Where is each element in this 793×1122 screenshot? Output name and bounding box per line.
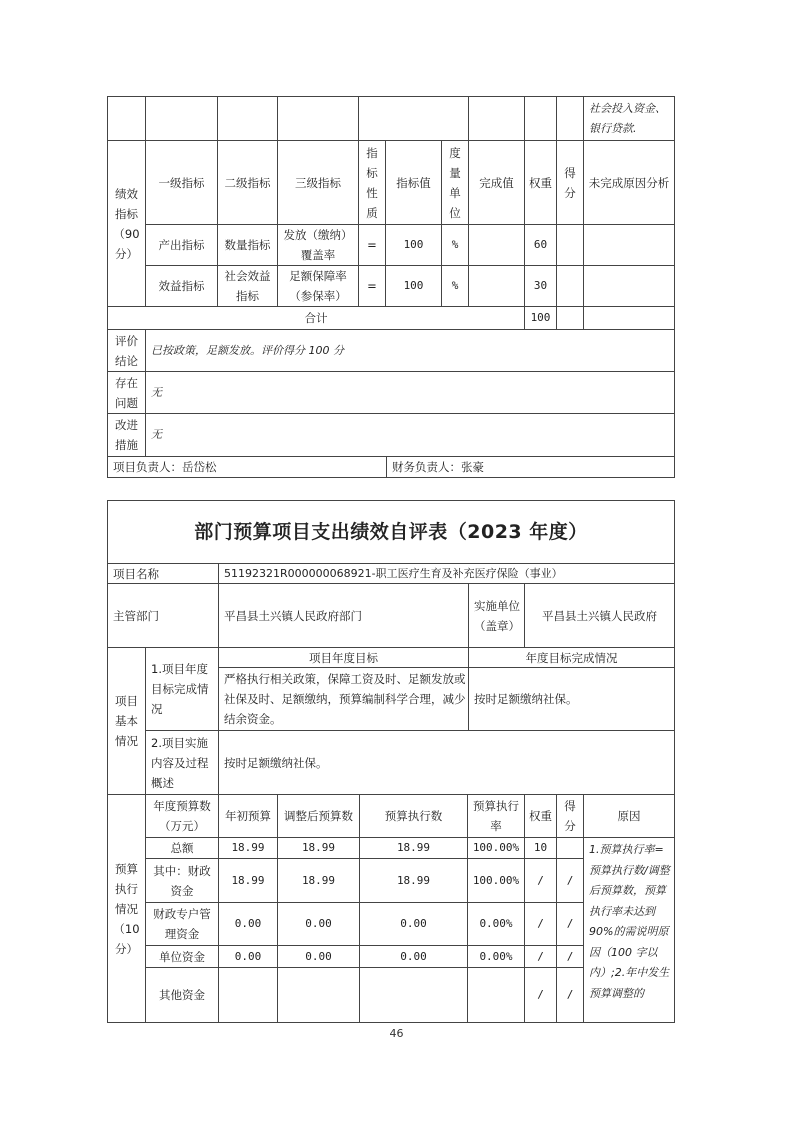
form-title: 部门预算项目支出绩效自评表（2023 年度） <box>107 500 675 564</box>
budget-row-adjusted: 0.00 <box>277 945 360 968</box>
row2-target: 100 <box>385 265 442 307</box>
row1-score <box>556 224 584 266</box>
header-unit: 度量单位 <box>441 140 469 225</box>
budget-row-category: 其他资金 <box>145 967 219 1023</box>
budget-row-category: 总额 <box>145 837 219 859</box>
row2-nature: = <box>358 265 386 307</box>
row1-unit: % <box>441 224 469 266</box>
header-level1: 一级指标 <box>145 140 218 225</box>
budget-row-rate: 100.00% <box>467 858 525 903</box>
improve-text: 无 <box>145 413 675 457</box>
budget-header-executed: 预算执行数 <box>359 794 468 838</box>
row1-level3: 发放（缴纳）覆盖率 <box>277 224 359 266</box>
row2-level2: 社会效益指标 <box>217 265 278 307</box>
cell-empty <box>358 96 469 141</box>
budget-row-executed: 0.00 <box>359 945 468 968</box>
cell-empty <box>145 96 218 141</box>
budget-row-weight: / <box>524 902 557 946</box>
header-reason: 未完成原因分析 <box>583 140 675 225</box>
header-weight: 权重 <box>524 140 557 225</box>
row1-reason <box>583 224 675 266</box>
budget-label: 预算执行情况（10分） <box>107 794 146 1023</box>
page-number: 46 <box>389 1027 404 1040</box>
budget-row-initial: 0.00 <box>218 945 278 968</box>
funding-note: 社会投入资金、银行贷款. <box>583 96 675 141</box>
impl-desc-text: 按时足额缴纳社保。 <box>218 730 675 795</box>
budget-row-rate: 100.00% <box>467 837 525 859</box>
budget-row-adjusted <box>277 967 360 1023</box>
row2-unit: % <box>441 265 469 307</box>
total-score <box>556 306 584 330</box>
budget-header-reason: 原因 <box>583 794 675 838</box>
row2-level3: 足额保障率（参保率） <box>277 265 359 307</box>
conclusion-text: 已按政策，足额发放。评价得分 100 分 <box>145 329 675 372</box>
budget-row-category: 财政专户管理资金 <box>145 902 219 946</box>
problems-label: 存在问题 <box>107 371 146 414</box>
budget-row-score: / <box>556 858 584 903</box>
row1-target: 100 <box>385 224 442 266</box>
total-label: 合计 <box>107 306 525 330</box>
budget-header-rate: 预算执行率 <box>467 794 525 838</box>
budget-header-initial: 年初预算 <box>218 794 278 838</box>
budget-row-score: / <box>556 945 584 968</box>
header-nature: 指标性质 <box>358 140 386 225</box>
dept-label: 主管部门 <box>107 583 219 648</box>
budget-header-weight: 权重 <box>524 794 557 838</box>
budget-row-weight: / <box>524 945 557 968</box>
budget-row-weight: / <box>524 967 557 1023</box>
row1-level2: 数量指标 <box>217 224 278 266</box>
project-name-label: 项目名称 <box>107 563 219 584</box>
impl-value: 平昌县土兴镇人民政府 <box>524 583 675 648</box>
dept-value: 平昌县土兴镇人民政府部门 <box>218 583 469 648</box>
header-actual: 完成值 <box>468 140 525 225</box>
budget-row-category: 其中：财政资金 <box>145 858 219 903</box>
budget-row-score: / <box>556 902 584 946</box>
cell-empty <box>524 96 557 141</box>
problems-text: 无 <box>145 371 675 414</box>
goal-text: 严格执行相关政策，保障工资及时、足额发放或社保及时、足额缴纳，预算编制科学合理，减少结余资金。 <box>218 667 469 731</box>
finance-lead: 财务负责人：张豪 <box>386 456 675 478</box>
budget-row-score: / <box>556 967 584 1023</box>
budget-row-adjusted: 0.00 <box>277 902 360 946</box>
impl-label: 实施单位（盖章） <box>468 583 525 648</box>
done-column-header: 年度目标完成情况 <box>468 647 675 668</box>
budget-row-initial: 0.00 <box>218 902 278 946</box>
budget-row-score <box>556 837 584 859</box>
cell-empty <box>277 96 359 141</box>
budget-row-executed: 18.99 <box>359 837 468 859</box>
budget-row-weight: / <box>524 858 557 903</box>
total-reason <box>583 306 675 330</box>
header-score: 得分 <box>556 140 584 225</box>
budget-reason-text: 1.预算执行率=预算执行数/调整后预算数，预算执行率未达到 90%的需说明原因（100 字以内）;2.年中发生预算调整的 <box>583 837 675 1023</box>
total-weight: 100 <box>524 306 557 330</box>
budget-row-category: 单位资金 <box>145 945 219 968</box>
budget-row-executed: 0.00 <box>359 902 468 946</box>
budget-row-rate: 0.00% <box>467 945 525 968</box>
improve-label: 改进措施 <box>107 413 146 457</box>
goal-label: 1.项目年度目标完成情况 <box>145 647 219 731</box>
cell-empty <box>556 96 584 141</box>
goal-column-header: 项目年度目标 <box>218 647 469 668</box>
row2-actual <box>468 265 525 307</box>
row1-nature: = <box>358 224 386 266</box>
budget-header-category: 年度预算数（万元） <box>145 794 219 838</box>
budget-row-initial: 18.99 <box>218 858 278 903</box>
budget-header-score: 得分 <box>556 794 584 838</box>
header-level2: 二级指标 <box>217 140 278 225</box>
budget-header-adjusted: 调整后预算数 <box>277 794 360 838</box>
row1-actual <box>468 224 525 266</box>
row2-weight: 30 <box>524 265 557 307</box>
budget-row-adjusted: 18.99 <box>277 858 360 903</box>
row1-weight: 60 <box>524 224 557 266</box>
budget-row-initial <box>218 967 278 1023</box>
project-name: 51192321R000000068921-职工医疗生育及补充医疗保险（事业） <box>218 563 675 584</box>
project-lead: 项目负责人：岳岱松 <box>107 456 387 478</box>
budget-row-adjusted: 18.99 <box>277 837 360 859</box>
header-target: 指标值 <box>385 140 442 225</box>
cell-empty <box>468 96 525 141</box>
conclusion-label: 评价结论 <box>107 329 146 372</box>
impl-desc-label: 2.项目实施内容及过程概述 <box>145 730 219 795</box>
cell-empty <box>217 96 278 141</box>
cell-empty <box>107 96 146 141</box>
budget-row-executed <box>359 967 468 1023</box>
basic-label: 项目基本情况 <box>107 647 146 795</box>
row2-reason <box>583 265 675 307</box>
row2-score <box>556 265 584 307</box>
budget-row-initial: 18.99 <box>218 837 278 859</box>
budget-row-rate <box>467 967 525 1023</box>
row1-level1: 产出指标 <box>145 224 218 266</box>
budget-row-rate: 0.00% <box>467 902 525 946</box>
header-level3: 三级指标 <box>277 140 359 225</box>
budget-row-executed: 18.99 <box>359 858 468 903</box>
budget-row-weight: 10 <box>524 837 557 859</box>
done-text: 按时足额缴纳社保。 <box>468 667 675 731</box>
group-label-performance: 绩效指标（90分） <box>107 140 146 307</box>
row2-level1: 效益指标 <box>145 265 218 307</box>
